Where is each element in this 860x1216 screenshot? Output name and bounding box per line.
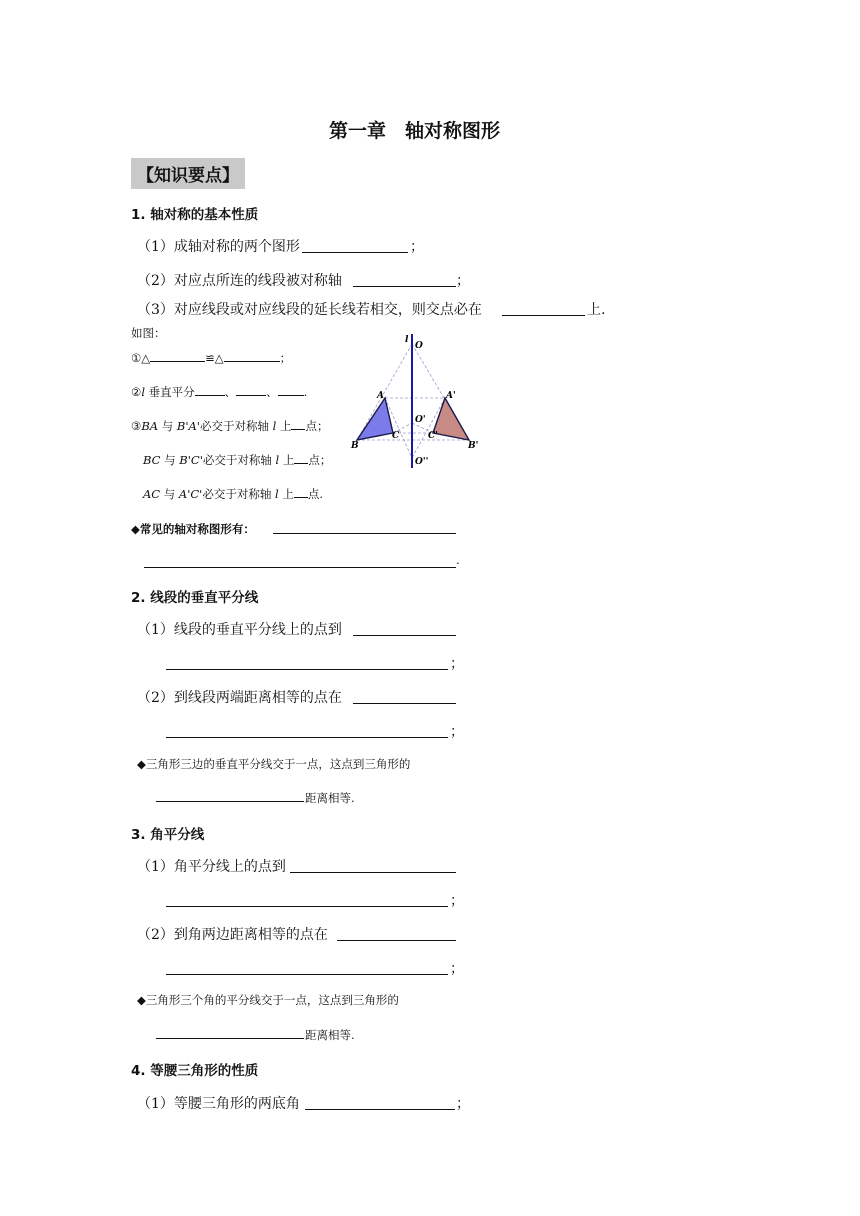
section-4-heading: 4. 等腰三角形的性质 xyxy=(131,1063,259,1079)
blank-line xyxy=(353,703,456,704)
blank-line xyxy=(353,286,456,287)
blank-line xyxy=(166,737,448,738)
punct: ； xyxy=(450,893,464,909)
blank-line xyxy=(290,872,456,873)
punct: ； xyxy=(456,1096,470,1112)
sec1-item-3: （3）对应线段或对应线段的延长线若相交，则交点必在 xyxy=(137,302,482,318)
label-b-prime: B' xyxy=(468,441,479,451)
sec2-note-end: 距离相等. xyxy=(305,791,355,805)
blank-line xyxy=(353,635,456,636)
blank-line xyxy=(302,252,408,253)
sec2-item-1: （1）线段的垂直平分线上的点到 xyxy=(137,622,342,638)
blank-line xyxy=(156,801,304,802)
blank-line xyxy=(337,940,456,941)
page-title: 第一章 轴对称图形 xyxy=(329,120,501,142)
blank-line xyxy=(305,1109,455,1110)
punct: . xyxy=(456,553,460,567)
punct: ； xyxy=(450,656,464,672)
punct: ； xyxy=(456,273,470,289)
fig-item-2: ②l 垂直平分 、 、 . xyxy=(131,385,308,399)
blank-line xyxy=(273,533,456,534)
blank-line xyxy=(166,906,448,907)
fig-item-1: ①△ ≌△ ； xyxy=(131,351,292,365)
sec3-note: ◆三角形三个角的平分线交于一点，这点到三角形的 xyxy=(137,993,399,1007)
fig-item-3a: ③BA 与 B'A'必交于对称轴 l 上 点； xyxy=(131,419,329,433)
common-figures-note: ◆常见的轴对称图形有： xyxy=(131,522,255,536)
punct: 上. xyxy=(587,302,606,318)
label-o-double-prime: O'' xyxy=(415,457,429,467)
sec1-item-1: （1）成轴对称的两个图形 xyxy=(137,239,300,255)
sec2-item-2: （2）到线段两端距离相等的点在 xyxy=(137,690,342,706)
section-tag: 【知识要点】 xyxy=(131,158,245,189)
label-b: B xyxy=(351,441,359,451)
label-c: C xyxy=(392,431,400,441)
punct: ； xyxy=(450,961,464,977)
label-o: O xyxy=(415,341,423,351)
blank-line xyxy=(166,974,448,975)
sec1-item-2: （2）对应点所连的线段被对称轴 xyxy=(137,273,342,289)
label-o-prime: O' xyxy=(415,415,426,425)
figure-note: 如图： xyxy=(131,326,166,340)
label-c-prime: C' xyxy=(428,431,438,441)
section-2-heading: 2. 线段的垂直平分线 xyxy=(131,590,259,606)
sec3-item-1: （1）角平分线上的点到 xyxy=(137,859,286,875)
triangle-a2b2c2 xyxy=(433,398,469,440)
blank-line xyxy=(144,567,456,568)
sec2-note: ◆三角形三边的垂直平分线交于一点，这点到三角形的 xyxy=(137,757,411,771)
label-l: l xyxy=(405,335,409,345)
blank-line xyxy=(156,1038,304,1039)
punct: ； xyxy=(450,724,464,740)
sec3-note-end: 距离相等. xyxy=(305,1028,355,1042)
blank-line xyxy=(166,669,448,670)
punct: ； xyxy=(410,239,424,255)
section-1-heading: 1. 轴对称的基本性质 xyxy=(131,207,259,223)
fig-item-3b: BC 与 B'C'必交于对称轴 l 上 点； xyxy=(143,453,332,467)
sec4-item-1: （1）等腰三角形的两底角 xyxy=(137,1096,300,1112)
label-a: A xyxy=(377,391,384,401)
label-a-prime: A' xyxy=(446,391,456,401)
blank-line xyxy=(502,315,585,316)
symmetry-figure xyxy=(345,330,485,472)
section-3-heading: 3. 角平分线 xyxy=(131,827,205,843)
sec3-item-2: （2）到角两边距离相等的点在 xyxy=(137,927,328,943)
fig-item-3c: AC 与 A'C'必交于对称轴 l 上 点. xyxy=(143,487,324,501)
